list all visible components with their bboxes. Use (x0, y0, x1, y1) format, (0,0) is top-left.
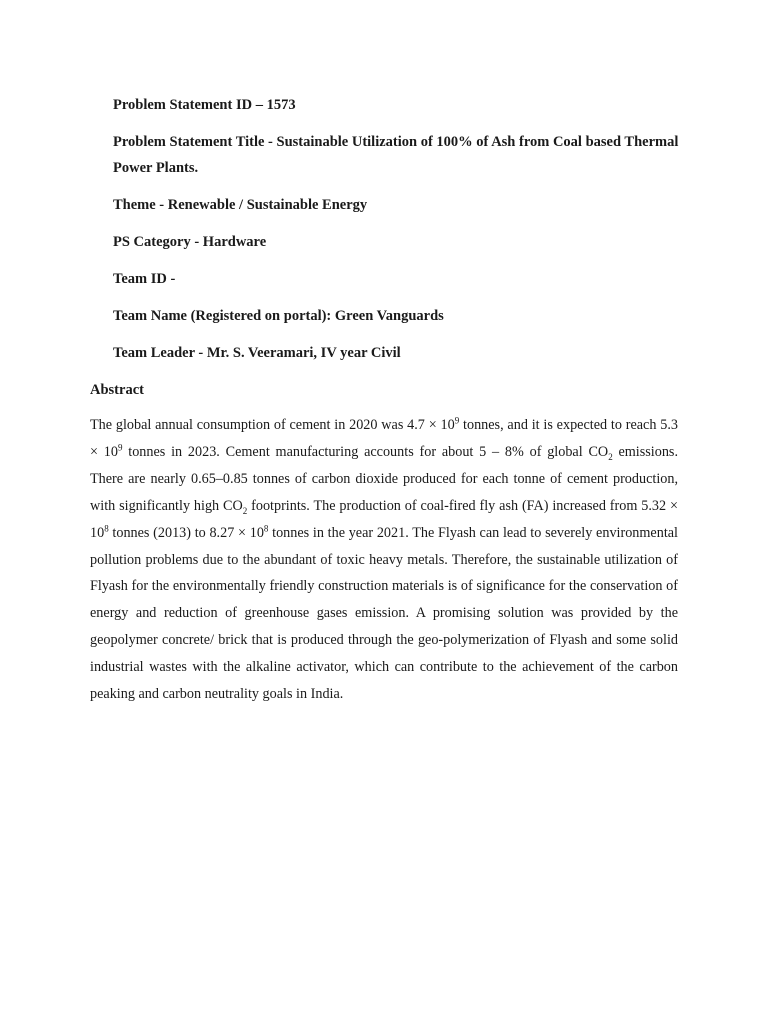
abstract-text-5: footprints. The production of coal-fired fly ash (FA) increased from 5.32 × 10 (90, 497, 678, 541)
abstract-paragraph (90, 412, 678, 708)
problem-statement-details (113, 92, 683, 377)
ps-category: PS Category - Hardware (113, 234, 267, 250)
subscript-2: 2 (242, 505, 248, 516)
team-leader: Team Leader - Mr. S. Veeramari, IV year Civil (113, 345, 401, 361)
subscript-1: 2 (608, 451, 613, 462)
abstract-text-4: emissions. There are nearly 0.65–0.85 tonnes of carbon dioxide produced for each tonne of cement production, with significantly high CO (90, 443, 678, 514)
exponent-3: 8 (104, 522, 109, 533)
team-id: Team ID - (113, 271, 176, 287)
exponent-4: 8 (263, 522, 269, 533)
abstract-text-6: tonnes (2013) to 8.27 × 10 (108, 524, 264, 541)
abstract-heading: Abstract (90, 382, 144, 398)
team-name: Team Name (Registered on portal): Green Vanguards (113, 308, 444, 324)
problem-statement-title: Problem Statement Title - Sustainable Utilization of 100% of Ash from Coal based Thermal Power Plants. (113, 134, 679, 176)
exponent-1: 9 (454, 415, 460, 426)
problem-statement-id: Problem Statement ID – 1573 (113, 97, 296, 113)
theme: Theme - Renewable / Sustainable Energy (113, 197, 368, 213)
exponent-2: 9 (117, 442, 123, 453)
abstract-text-3: tonnes in 2023. Cement manufacturing accounts for about 5 – 8% of global CO (122, 443, 609, 460)
abstract-text-7: tonnes in the year 2021. The Flyash can lead to severely environmental pollution problems due to the abundant of toxic heavy metals. Therefore, the sustainable utilization of Flyash for the environmentally friendly construction materials is of significance for the conservation of energy and reduction of greenhouse gases emission. A promising solution was provided by the geopolymer concrete/ brick that is produced through the geo-polymerization of Flyash and some solid industrial wastes with the alkaline activator, which can contribute to the achievement of the carbon peaking and carbon neutrality goals in India. (90, 524, 678, 703)
abstract-text-1: The global annual consumption of cement in 2020 was 4.7 × 10 (90, 417, 455, 433)
abstract-text-2: tonnes, and it is expected to reach 5.3 × 10 (90, 417, 678, 460)
